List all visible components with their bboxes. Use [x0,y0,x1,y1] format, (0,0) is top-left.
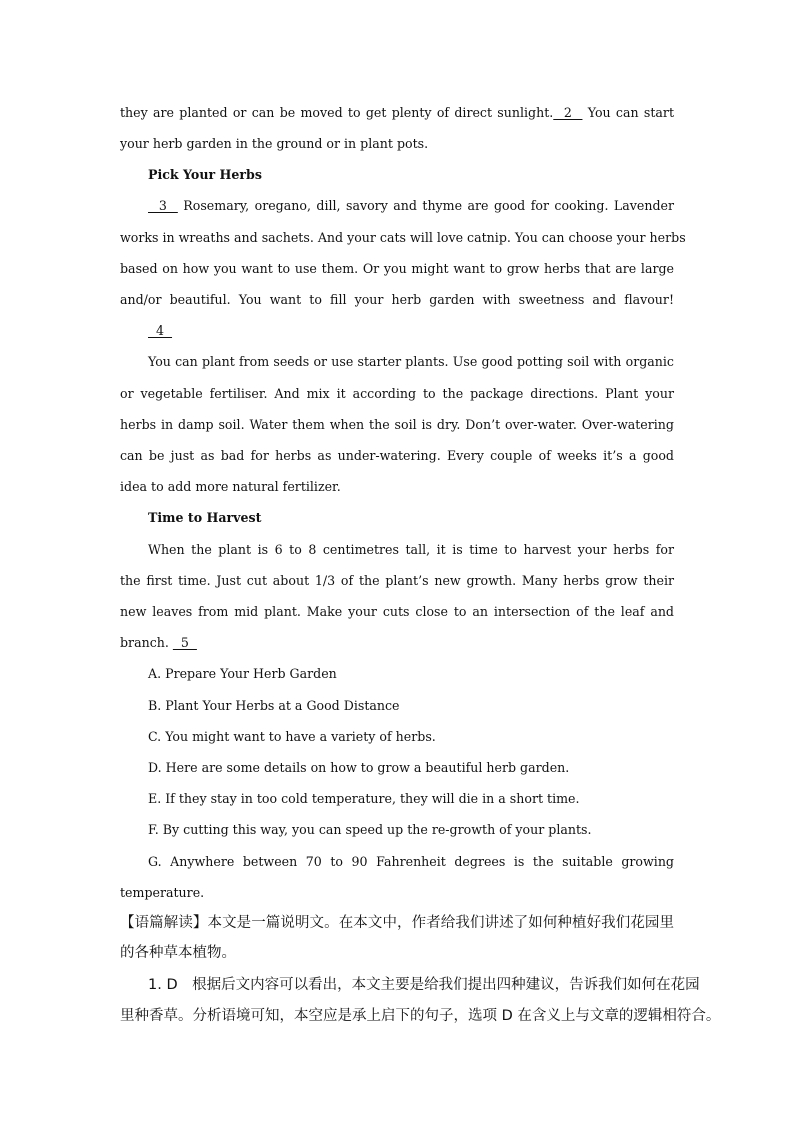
passage-text: branch. [120,635,173,650]
passage-line: can be just as bad for herbs as under-watering. Every couple of weeks it’s a good [120,448,674,463]
passage-line: new leaves from mid plant. Make your cuts close to an intersection of the leaf and [120,604,674,619]
answer-explanation-line: 1. D 根据后文内容可以看出，本文主要是给我们提出四种建议，告诉我们如何在花园 [148,977,700,993]
option-a: A. Prepare Your Herb Garden [148,666,337,681]
analysis-line: 的各种草本植物。 [120,945,236,961]
passage-line [120,634,674,652]
blank-2: 2 [553,105,583,120]
option-f: F. By cutting this way, you can speed up the re-growth of your plants. [148,822,592,837]
passage-text: You can start [582,105,674,120]
passage-line [148,197,674,215]
passage-line: or vegetable fertiliser. And mix it according to the package directions. Plant your [120,386,674,401]
passage-line: works in wreaths and sachets. And your cats will love catnip. You can choose your herbs [120,230,686,245]
option-e: E. If they stay in too cold temperature, they will die in a short time. [148,791,580,806]
passage-line [148,322,674,340]
section-heading-time-to-harvest: Time to Harvest [148,510,262,525]
answer-explanation-line: 里种香草。分析语境可知，本空应是承上启下的句子，选项 D 在含义上与文章的逻辑相符合。 [120,1008,721,1024]
option-g: G. Anywhere between 70 to 90 Fahrenheit degrees is the suitable growing [148,854,674,869]
blank-4: 4 [148,323,173,338]
option-c: C. You might want to have a variety of herbs. [148,729,436,744]
blank-3: 3 [148,198,178,213]
option-g-continued: temperature. [120,885,205,900]
passage-line: You can plant from seeds or use starter plants. Use good potting soil with organic [148,354,674,369]
passage-text: Rosemary, oregano, dill, savory and thyme are good for cooking. Lavender [177,198,675,213]
option-b: B. Plant Your Herbs at a Good Distance [148,698,400,713]
blank-5: 5 [172,635,197,650]
passage-line [120,104,674,122]
passage-line: your herb garden in the ground or in plant pots. [120,136,429,151]
passage-line: and/or beautiful. You want to fill your herb garden with sweetness and flavour! [120,292,674,307]
passage-text: they are planted or can be moved to get plenty of direct sunlight. [120,105,554,120]
option-d: D. Here are some details on how to grow a beautiful herb garden. [148,760,570,775]
section-heading-pick-your-herbs: Pick Your Herbs [148,167,262,182]
passage-line: When the plant is 6 to 8 centimetres tall, it is time to harvest your herbs for [148,542,674,557]
analysis-line: 【语篇解读】本文是一篇说明文。在本文中，作者给我们讲述了如何种植好我们花园里 [120,915,674,931]
passage-line: herbs in damp soil. Water them when the soil is dry. Don’t over-water. Over-watering [120,417,674,432]
passage-line: based on how you want to use them. Or you might want to grow herbs that are large [120,261,674,276]
passage-line: idea to add more natural fertilizer. [120,479,341,494]
passage-line: the first time. Just cut about 1/3 of the plant’s new growth. Many herbs grow their [120,573,674,588]
